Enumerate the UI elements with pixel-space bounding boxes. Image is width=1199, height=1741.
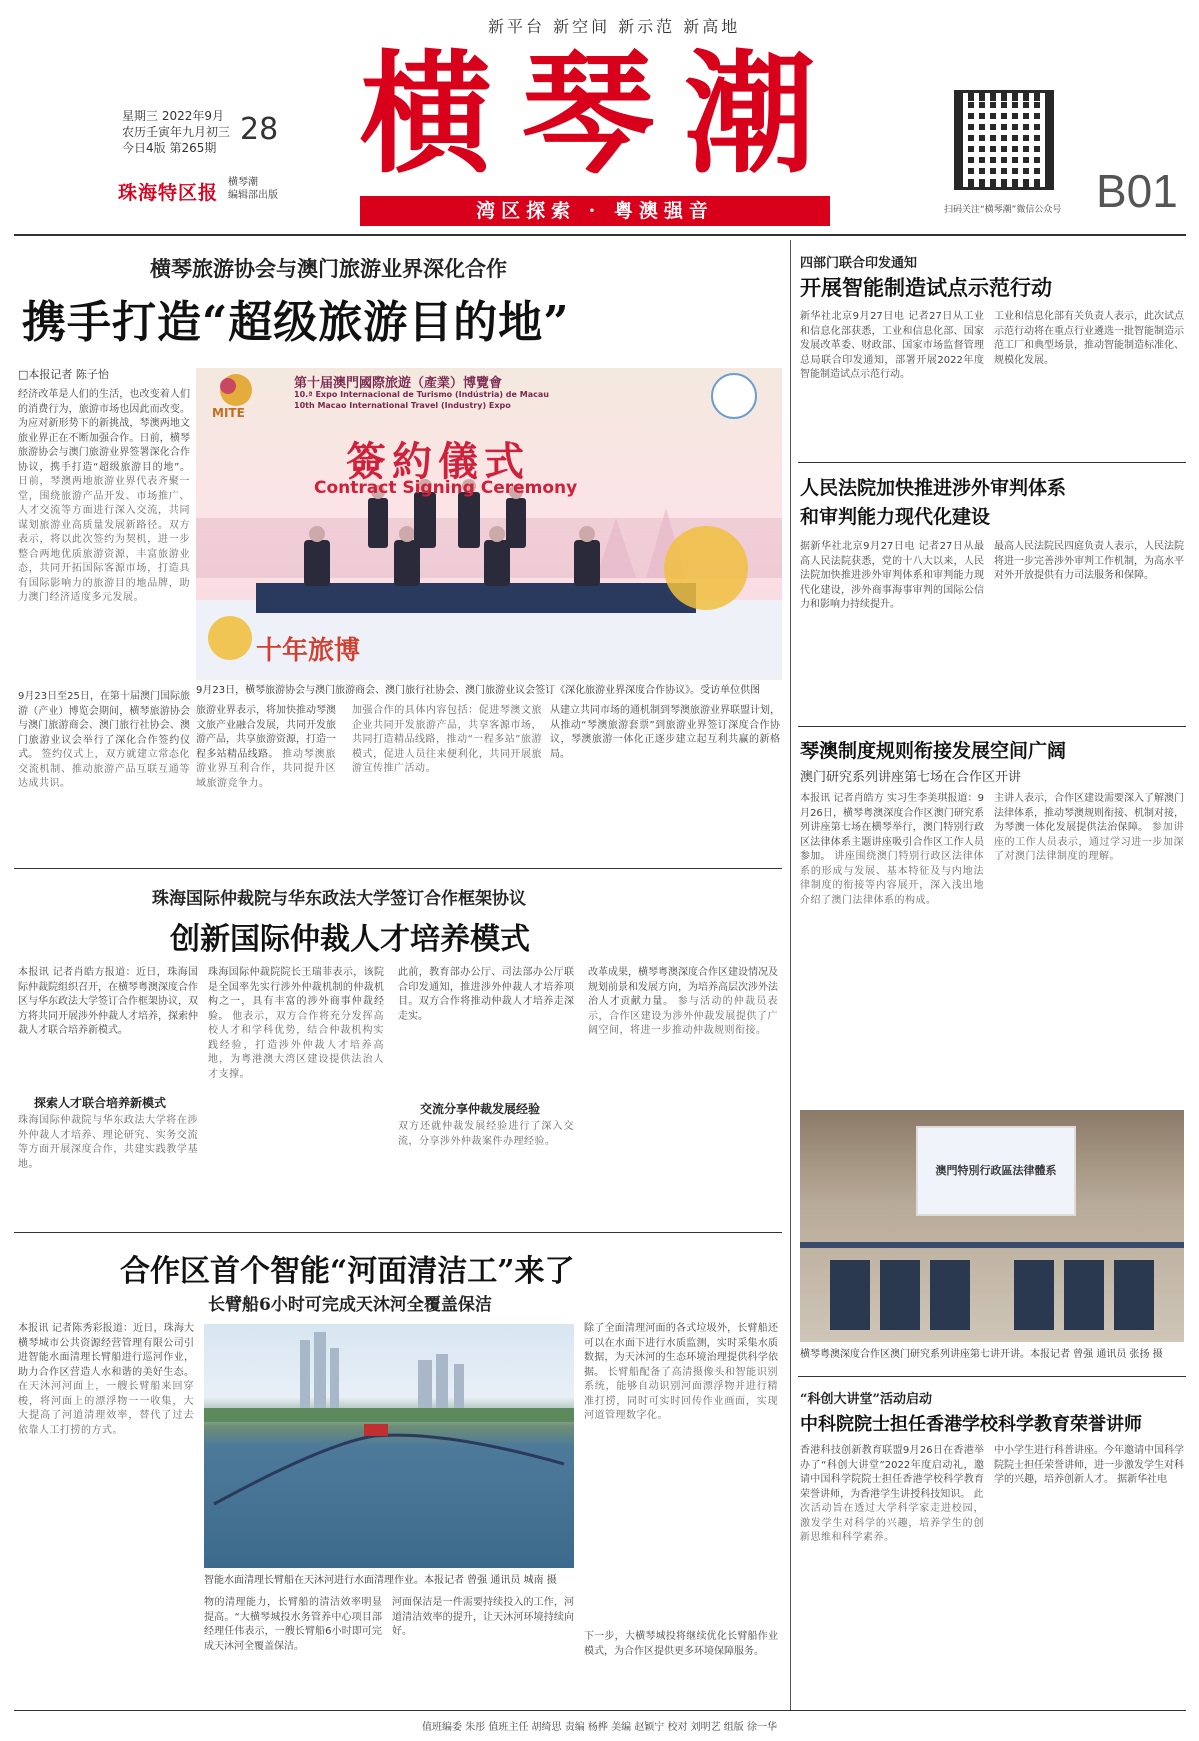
lead-column-3: 旅游业界表示，将加快推动琴澳文旅产业融合发展，共同开发旅游产品，共享旅游资源，打造一程多站精品线路。 推动琴澳旅游业界互利合作，共同提升区域旅游竞争力。 <box>196 705 336 789</box>
right4-kicker: “科创大讲堂”活动启动 <box>800 1392 932 1407</box>
lead-column-2: 9月23日至25日，在第十届澳门国际旅游（产业）博览会期间，横琴旅游协会与澳门旅游商会、澳门旅行社协会、澳门旅游业议会举行了深化合作签约仪式。 签约仪式上，双方就建立常态化交流机制、推动旅游产品互联互通等达成共识。 <box>18 691 190 789</box>
story3-col4-text: 河面保洁是一件需要持续投入的工作，河道清洁效率的提升，让天沐河环境持续向好。 <box>392 1597 574 1637</box>
right4-column-2 <box>994 1444 1184 1702</box>
photo-sign-cn: 簽約儀式 <box>346 438 530 485</box>
right1-col2-text: 工业和信息化部有关负责人表示，此次试点示范行动将在重点行业遴选一批智能制造示范工厂和典型场景，推动智能制造标准化、规模化发展。 <box>994 311 1184 366</box>
right3-subhead: 澳门研究系列讲座第七场在合作区开讲 <box>800 770 1022 785</box>
right2-column-1 <box>800 540 984 716</box>
photo-banner-en: 10th Macao International Travel (Industry) Expo <box>294 401 511 410</box>
lead-photo <box>196 368 782 680</box>
story2-column-3b: 双方还就仲裁发展经验进行了深入交流，分享涉外仲裁案件办理经验。 <box>398 1121 574 1147</box>
publisher-logo: 珠海特区报 <box>118 182 219 204</box>
photo-mite-logo: MITE <box>212 406 245 420</box>
right3-col1-text: 本报讯 记者肖皓方 实习生李美琪报道：9月26日，横琴粤澳深度合作区澳门研究系列讲座第七场在横琴举行，澳门特别行政区法律体系主题讲座吸引合作区工作人员参加。 <box>800 793 984 862</box>
story3-photo <box>204 1324 574 1568</box>
right1-column-2 <box>994 310 1184 456</box>
lead-col1-text: 经济改革是人们的生活，也改变着人们的消费行为，旅游市场也因此而改变。为应对新形势下的新挑战，琴澳两地文旅业界正在不断加强合作。日前，横琴旅游协会与澳门旅游业界签署深化合作协议，携手打造“超级旅游目的地”。 <box>18 389 190 473</box>
right2-col2-text: 最高人民法院民四庭负责人表示，人民法院将进一步完善涉外审判工作机制，为高水平对外开放提供有力司法服务和保障。 <box>994 541 1184 581</box>
story2-kicker: 珠海国际仲裁院与华东政法大学签订合作框架协议 <box>152 889 526 909</box>
right1-headline[interactable]: 开展智能制造试点示范行动 <box>800 275 1052 300</box>
lead-column-4 <box>550 704 780 856</box>
story2-column-1 <box>18 966 198 1088</box>
story3-column-5 <box>584 1630 778 1702</box>
photo-banner-pt: 10.ª Expo Internacional de Turismo (Indústria) de Macau <box>294 390 549 399</box>
lunar-date: 农历壬寅年九月初三 <box>122 125 231 139</box>
right4-column-1: 香港科技创新教育联盟9月26日在香港举办了“科创大讲堂”2022年度启动礼，邀请中国科学院院士担任香港学校科学教育荣誉讲师，为香港学生讲授科技知识。 此次活动旨在透过大学科学家走进校园，激发学生对科学的兴趣，培养学生的创新思维和科学素养。 <box>800 1445 984 1543</box>
lead-col4-text: 从建立共同市场的通机制到琴澳旅游业界联盟计划，从推动“琴澳旅游套票”到旅游业界签订深度合作协议，琴澳旅游一体化正逐步建立起互利共赢的新格局。 <box>550 705 780 760</box>
story2-column-2: 珠海国际仲裁院院长王瑞菲表示，该院是全国率先实行涉外仲裁机制的仲裁机构之一，具有丰富的涉外商事仲裁经验。 他表示，双方合作将充分发挥高校人才和学科优势，结合仲裁机构实践经验，打造涉外仲裁人才培养高地，为粤港澳大湾区建设提供法治人才支撑。 <box>208 967 384 1080</box>
lead-column-3b: 加强合作的具体内容包括：促进琴澳文旅企业共同开发旅游产品，共享客源市场，共同打造精品线路，推动“一程多站”旅游模式，促进人员往来便利化，共同开展旅游宣传推广活动。 <box>352 705 542 774</box>
story2-subhead: 探索人才联合培养新模式 <box>34 1096 167 1110</box>
right-divider-3 <box>798 1376 1186 1377</box>
masthead-title: 横琴潮 <box>360 37 846 192</box>
story3-col5-text: 下一步，大横琴城投将继续优化长臂船作业模式，为合作区提供更多环境保障服务。 <box>584 1631 778 1657</box>
right1-kicker: 四部门联合印发通知 <box>800 256 918 271</box>
story3-column-2: 除了全面清理河面的各式垃圾外，长臂船还可以在水面下进行水质监测，实时采集水质数据，为天沐河的生态环境治理提供科学依据。 长臂船配备了高清摄像头和智能识别系统，能够自动识别河面漂浮物并进行精准打捞，同时可实时回传作业画面，实现河道管理数字化。 <box>584 1323 778 1421</box>
story2-col2-text: 珠海国际仲裁院院长王瑞菲表示，该院是全国率先实行涉外仲裁机制的仲裁机构之一，具有丰富的涉外商事仲裁经验。 <box>208 967 384 1022</box>
right-divider-2 <box>798 726 1186 727</box>
qr-caption: 扫码关注“横琴潮”微信公众号 <box>944 205 1062 215</box>
lead-photo-caption: 9月23日，横琴旅游协会与澳门旅游商会、澳门旅行社协会、澳门旅游业议会签订《深化旅游业界深度合作协议》。受访单位供图 <box>196 685 761 696</box>
right3-photo-caption: 横琴粤澳深度合作区澳门研究系列讲座第七讲开讲。本报记者 曾强 通讯员 张扬 摄 <box>800 1349 1163 1360</box>
story3-col1-text: 本报讯 记者陈秀彩报道：近日，珠海大横琴城市公共资源经营管理有限公司引进智能水面清理长臂船进行巡河作业，助力合作区营造人水和谐的美好生态。 <box>18 1323 194 1378</box>
right3-column-1: 本报讯 记者肖皓方 实习生李美琪报道：9月26日，横琴粤澳深度合作区澳门研究系列讲座第七场在横琴举行，澳门特别行政区法律体系主题讲座吸引合作区工作人员参加。 讲座围绕澳门特别行政区法律体系的形成与发展、基本特征及与内地法律制度的衔接等内容展开，深入浅出地介绍了澳门法律体系的构成。 <box>800 793 984 906</box>
right2-headline[interactable]: 人民法院加快推进涉外审判体系 和审判能力现代化建设 <box>800 477 1067 528</box>
story3-photo-caption: 智能水面清理长臂船在天沐河进行水面清理作业。本报记者 曾强 通讯员 城南 摄 <box>204 1575 557 1586</box>
edition-info: 今日4版 第265期 <box>122 141 217 155</box>
column-divider <box>790 240 791 1710</box>
story3-column-3 <box>204 1596 382 1702</box>
right4-col2-text: 中小学生进行科普讲座。今年邀请中国科学院院士担任荣誉讲师，进一步激发学生对科学的兴趣，培养创新人才。 据新华社电 <box>994 1445 1184 1485</box>
story3-column-1: 本报讯 记者陈秀彩报道：近日，珠海大横琴城市公共资源经营管理有限公司引进智能水面清理长臂船进行巡河作业，助力合作区营造人水和谐的美好生态。 在天沐河河面上，一艘长臂船来回穿梭，将河面上的漂浮物一一收集，大大提高了河道清理效率，替代了过去依靠人工打捞的方式。 <box>18 1323 194 1436</box>
day-number: 28 <box>240 112 279 147</box>
story2-column-3 <box>398 966 574 1096</box>
right3-column-2: 主讲人表示，合作区建设需要深入了解澳门法律体系，推动琴澳规则衔接、机制对接，为琴澳一体化发展提供法治保障。 参加讲座的工作人员表示，通过学习进一步加深了对澳门法律制度的理解。 <box>994 793 1184 862</box>
story2-col1-text: 本报讯 记者肖皓方报道：近日，珠海国际仲裁院组织召开，在横琴粤澳深度合作区与华东政法大学签订合作框架协议，双方将共同开展涉外仲裁人才培养，探索仲裁人才联合培养新模式。 <box>18 967 198 1036</box>
story-divider <box>14 868 782 869</box>
right3-headline[interactable]: 琴澳制度规则衔接发展空间广阔 <box>800 740 1067 762</box>
photo-banner-cn: 第十届澳門國際旅遊（產業）博覽會 <box>294 376 503 391</box>
masthead-band: 湾区探索 · 粤澳强音 <box>360 196 830 226</box>
footer-credits: 值班编委 朱彤 值班主任 胡绮思 责编 杨桦 美编 赵颖宁 校对 刘明艺 组版 徐一华 <box>422 1722 777 1733</box>
right4-headline[interactable]: 中科院院士担任香港学校科学教育荣誉讲师 <box>800 1414 1142 1435</box>
qr-code-icon[interactable] <box>954 90 1054 190</box>
story3-col3-text: 物的清理能力，长臂船的清洁效率明显提高。“大横琴城投水务管养中心项目部经理任伟表示，一艘长臂船6小时即可完成天沐河全覆盖保洁。 <box>204 1597 382 1652</box>
right2-col1-text: 据新华社北京9月27日电 记者27日从最高人民法院获悉，党的十八大以来，人民法院加快推进涉外审判体系和审判能力现代化建设，涉外商事海事审判的国际公信力和影响力持续提升。 <box>800 541 984 610</box>
right3-photo <box>800 1110 1184 1342</box>
right-divider-1 <box>798 462 1186 463</box>
right1-col1-text: 新华社北京9月27日电 记者27日从工业和信息化部获悉，工业和信息化部、国家发展改革委、财政部、国家市场监督管理总局联合印发通知，部署开展2022年度智能制造试点示范行动。 <box>800 311 984 380</box>
right2-column-2 <box>994 540 1184 716</box>
right1-column-1 <box>800 310 984 456</box>
story2-column-4: 改革成果，横琴粤澳深度合作区建设情况及规划前景和发展方向，为培养高层次涉外法治人才贡献力量。 参与活动的仲裁员表示，合作区建设为涉外仲裁发展提供了广阔空间，将进一步推动仲裁规则衔接。 <box>588 967 778 1036</box>
story3-subhead: 长臂船6小时可完成天沐河全覆盖保洁 <box>208 1295 492 1315</box>
footer-divider <box>14 1710 1186 1711</box>
weekday-date: 星期三 2022年9月 <box>122 109 224 123</box>
lead-kicker: 横琴旅游协会与澳门旅游业界深化合作 <box>150 256 507 281</box>
lead-col3-text: 旅游业界表示，将加快推动琴澳文旅产业融合发展，共同开发旅游产品，共享旅游资源，打造一程多站精品线路。 <box>196 705 336 760</box>
masthead-divider <box>14 234 1186 236</box>
masthead-slogan: 新平台 新空间 新示范 新高地 <box>488 17 741 36</box>
story2-column-1b: 珠海国际仲裁院与华东政法大学将在涉外仲裁人才培养、理论研究、实务交流等方面开展深度合作，共建实践教学基地。 <box>18 1115 198 1170</box>
story3-column-4 <box>392 1596 574 1702</box>
lead-byline: □本报记者 陈子怡 <box>18 368 109 381</box>
story3-headline[interactable]: 合作区首个智能“河面清洁工”来了 <box>120 1254 575 1289</box>
story3-col2-text: 除了全面清理河面的各式垃圾外，长臂船还可以在水面下进行水质监测，实时采集水质数据，为天沐河的生态环境治理提供科学依据。 <box>584 1323 778 1378</box>
photo-bottom-text: 十年旅博 <box>256 636 361 666</box>
story2-subhead-2: 交流分享仲裁发展经验 <box>420 1102 541 1116</box>
masthead-date <box>122 108 230 156</box>
lead-column-1: 经济改革是人们的生活，也改变着人们的消费行为，旅游市场也因此而改变。为应对新形势下的新挑战，琴澳两地文旅业界正在不断加强合作。日前，横琴旅游协会与澳门旅游业界签署深化合作协议，携手打造“超级旅游目的地”。 日前，琴澳两地旅游业界代表齐聚一堂，围绕旅游产品开发、市场推广、人才交流等方面进行深入交流，共同谋划旅游业高质量发展新路径。双方表示，将以此次签约为契机，进一步整合两地优质旅游资源，丰富旅游业态，共同开拓国际客源市场，打造具有国际影响力的旅游目的地品牌，助力澳门经济适度多元发展。 <box>18 389 190 603</box>
right4-col1-text: 香港科技创新教育联盟9月26日在香港举办了“科创大讲堂”2022年度启动礼，邀请中国科学院院士担任香港学校科学教育荣誉讲师，为香港学生讲授科技知识。 <box>800 1445 984 1500</box>
story2-headline[interactable]: 创新国际仲裁人才培养模式 <box>170 922 530 957</box>
publisher-sub: 横琴潮 编辑部出版 <box>228 177 278 201</box>
story-divider-2 <box>14 1232 782 1233</box>
lead-headline[interactable]: 携手打造“超级旅游目的地” <box>22 297 570 348</box>
page-number: B01 <box>1096 165 1178 217</box>
story2-col4-text: 改革成果，横琴粤澳深度合作区建设情况及规划前景和发展方向，为培养高层次涉外法治人才贡献力量。 <box>588 967 778 1007</box>
story2-col3-text: 此前，教育部办公厅、司法部办公厅联合印发通知，推进涉外仲裁人才培养项目。双方合作将推动仲裁人才培养走深走实。 <box>398 967 574 1022</box>
lead-col2-text: 9月23日至25日，在第十届澳门国际旅游（产业）博览会期间，横琴旅游协会与澳门旅游商会、澳门旅行社协会、澳门旅游业议会举行了深化合作签约仪式。 <box>18 691 190 760</box>
right3-col2-text: 主讲人表示，合作区建设需要深入了解澳门法律体系，推动琴澳规则衔接、机制对接，为琴澳一体化发展提供法治保障。 <box>994 793 1184 833</box>
photo-sign-en: Contract Signing Ceremony <box>314 478 578 498</box>
photo-screen-text: 澳門特別行政區法律體系 <box>935 1164 1057 1177</box>
